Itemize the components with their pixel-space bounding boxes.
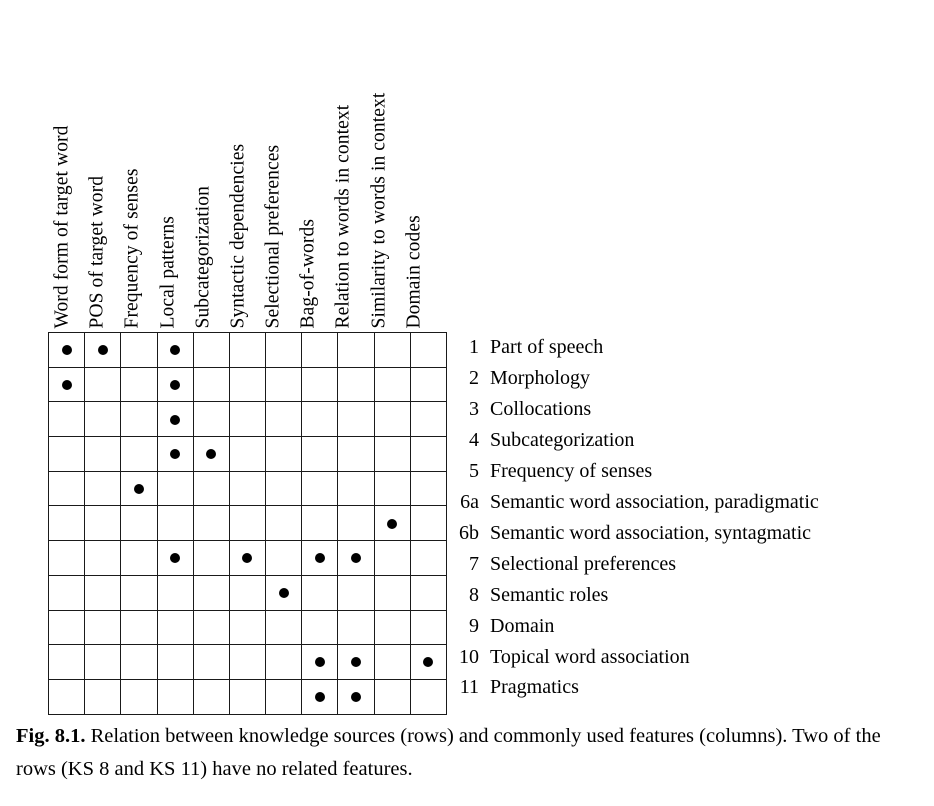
matrix-cell-empty <box>121 645 157 680</box>
matrix-cell-marked <box>157 402 193 437</box>
matrix-cell-empty <box>338 367 374 402</box>
matrix-cell-empty <box>302 471 338 506</box>
column-header-label: Relation to words in context <box>332 104 354 328</box>
column-header-4 <box>154 8 189 328</box>
row-label-2 <box>443 363 923 394</box>
matrix-cell-marked <box>338 679 374 714</box>
matrix-cell-empty <box>266 402 302 437</box>
matrix-cell-empty <box>410 506 446 541</box>
matrix-row <box>49 471 447 506</box>
matrix-cell-empty <box>193 575 229 610</box>
matrix-cell-empty <box>157 575 193 610</box>
relation-dot-icon <box>170 380 180 390</box>
column-header-label: Frequency of senses <box>121 167 143 328</box>
column-header-label: Selectional preferences <box>262 144 284 328</box>
matrix-cell-empty <box>85 471 121 506</box>
matrix-cell-empty <box>121 541 157 576</box>
matrix-cell-empty <box>374 610 410 645</box>
matrix-cell-empty <box>85 575 121 610</box>
column-header-11 <box>400 8 435 328</box>
matrix-cell-empty <box>229 575 265 610</box>
matrix-cell-marked <box>302 541 338 576</box>
matrix-cell-empty <box>302 402 338 437</box>
matrix-cell-empty <box>338 610 374 645</box>
matrix-cell-empty <box>338 506 374 541</box>
matrix-cell-empty <box>229 506 265 541</box>
relation-dot-icon <box>170 449 180 459</box>
matrix-cell-empty <box>157 610 193 645</box>
matrix-cell-empty <box>266 645 302 680</box>
matrix-cell-empty <box>49 506 85 541</box>
row-number: 8 <box>469 583 479 606</box>
matrix-cell-marked <box>338 645 374 680</box>
row-number: 5 <box>469 460 479 483</box>
matrix-cell-marked <box>157 437 193 472</box>
matrix-cell-empty <box>49 645 85 680</box>
matrix-cell-empty <box>302 437 338 472</box>
column-header-6 <box>224 8 259 328</box>
matrix-cell-empty <box>49 679 85 714</box>
matrix-cell-marked <box>85 333 121 368</box>
matrix-cell-empty <box>229 610 265 645</box>
row-name: Semantic word association, paradigmatic <box>490 490 819 513</box>
matrix-cell-empty <box>302 333 338 368</box>
matrix-row <box>49 506 447 541</box>
row-number: 7 <box>469 552 479 575</box>
column-header-label: Subcategorization <box>192 185 214 328</box>
matrix-cell-empty <box>410 575 446 610</box>
column-header-9 <box>329 8 364 328</box>
matrix-cell-marked <box>229 541 265 576</box>
row-label-7 <box>443 548 923 579</box>
relation-dot-icon <box>351 692 361 702</box>
caption-text: Relation between knowledge sources (rows) and commonly used features (columns). Two of the rows (KS 8 and KS 11) have no related features. <box>16 725 881 781</box>
matrix-cell-marked <box>338 541 374 576</box>
row-name: Domain <box>490 614 555 637</box>
matrix-cell-empty <box>338 575 374 610</box>
matrix-cell-empty <box>302 506 338 541</box>
matrix-cell-empty <box>266 679 302 714</box>
matrix-cell-marked <box>302 679 338 714</box>
matrix-cell-marked <box>157 541 193 576</box>
row-label-10 <box>443 641 923 672</box>
matrix-cell-empty <box>266 367 302 402</box>
column-header-label: Syntactic dependencies <box>227 143 249 328</box>
matrix-row <box>49 437 447 472</box>
row-name: Semantic word association, syntagmatic <box>490 521 812 544</box>
column-header-8 <box>294 8 329 328</box>
row-number: 2 <box>469 367 479 390</box>
matrix-cell-empty <box>410 679 446 714</box>
matrix-cell-empty <box>157 645 193 680</box>
matrix-row <box>49 679 447 714</box>
matrix-cell-empty <box>193 367 229 402</box>
matrix-row <box>49 645 447 680</box>
column-header-label: Domain codes <box>403 214 425 328</box>
matrix-cell-empty <box>85 679 121 714</box>
matrix-row <box>49 402 447 437</box>
relation-dot-icon <box>315 692 325 702</box>
relation-dot-icon <box>170 415 180 425</box>
matrix-cell-empty <box>157 471 193 506</box>
matrix-cell-empty <box>49 575 85 610</box>
relation-dot-icon <box>62 345 72 355</box>
matrix-cell-empty <box>338 333 374 368</box>
matrix-cell-empty <box>193 541 229 576</box>
matrix-cell-empty <box>85 367 121 402</box>
matrix-cell-empty <box>229 679 265 714</box>
matrix-cell-empty <box>229 402 265 437</box>
relation-dot-icon <box>98 345 108 355</box>
matrix-cell-empty <box>410 402 446 437</box>
relation-dot-icon <box>315 553 325 563</box>
matrix-cell-empty <box>266 437 302 472</box>
matrix-cell-empty <box>229 437 265 472</box>
row-name: Subcategorization <box>490 429 635 452</box>
matrix-cell-empty <box>374 575 410 610</box>
matrix-cell-empty <box>374 471 410 506</box>
matrix-cell-empty <box>302 575 338 610</box>
relation-dot-icon <box>351 553 361 563</box>
row-name: Part of speech <box>490 336 604 359</box>
column-header-1 <box>48 8 83 328</box>
matrix-cell-empty <box>410 333 446 368</box>
row-label-group <box>443 332 923 703</box>
matrix-cell-empty <box>302 367 338 402</box>
relation-dot-icon <box>279 588 289 598</box>
matrix-cell-empty <box>374 645 410 680</box>
matrix-cell-marked <box>266 575 302 610</box>
column-header-3 <box>118 8 153 328</box>
column-header-label: Similarity to words in context <box>368 92 390 328</box>
row-label-6a <box>443 487 923 518</box>
matrix-cell-empty <box>410 471 446 506</box>
matrix-cell-empty <box>121 437 157 472</box>
matrix-cell-empty <box>193 645 229 680</box>
row-name: Collocations <box>490 398 592 421</box>
column-header-5 <box>189 8 224 328</box>
figure-caption <box>16 720 921 786</box>
matrix-cell-empty <box>266 541 302 576</box>
matrix-cell-empty <box>410 437 446 472</box>
column-header-label: Bag-of-words <box>297 218 319 328</box>
matrix-row <box>49 333 447 368</box>
relation-dot-icon <box>423 657 433 667</box>
matrix-cell-empty <box>49 402 85 437</box>
matrix-cell-empty <box>157 506 193 541</box>
row-label-1 <box>443 332 923 363</box>
matrix-cell-empty <box>121 575 157 610</box>
row-name: Morphology <box>490 367 590 390</box>
matrix-cell-empty <box>49 471 85 506</box>
matrix-cell-marked <box>410 645 446 680</box>
column-header-2 <box>83 8 118 328</box>
row-name: Semantic roles <box>490 583 609 606</box>
column-header-label: POS of target word <box>86 175 108 328</box>
matrix-cell-empty <box>229 645 265 680</box>
matrix-cell-marked <box>121 471 157 506</box>
matrix-cell-empty <box>374 541 410 576</box>
relation-dot-icon <box>62 380 72 390</box>
matrix-cell-empty <box>266 610 302 645</box>
row-name: Topical word association <box>490 645 690 668</box>
relation-dot-icon <box>387 519 397 529</box>
row-label-5 <box>443 456 923 487</box>
matrix-cell-empty <box>121 402 157 437</box>
matrix-cell-empty <box>85 402 121 437</box>
row-number: 10 <box>459 645 479 668</box>
matrix-row <box>49 575 447 610</box>
row-number: 1 <box>469 336 479 359</box>
matrix-cell-marked <box>374 506 410 541</box>
row-label-3 <box>443 394 923 425</box>
relation-dot-icon <box>315 657 325 667</box>
matrix-cell-empty <box>374 437 410 472</box>
row-number: 6a <box>460 490 479 513</box>
matrix-cell-empty <box>193 471 229 506</box>
matrix-row <box>49 367 447 402</box>
matrix-cell-marked <box>157 333 193 368</box>
caption-label: Fig. 8.1. <box>16 725 86 747</box>
matrix-cell-empty <box>85 506 121 541</box>
row-label-6b <box>443 517 923 548</box>
matrix-cell-empty <box>229 333 265 368</box>
matrix-cell-marked <box>49 333 85 368</box>
relation-dot-icon <box>242 553 252 563</box>
matrix-body <box>49 333 447 715</box>
column-header-label: Local patterns <box>157 215 179 328</box>
matrix-row <box>49 541 447 576</box>
relation-dot-icon <box>134 484 144 494</box>
matrix-cell-empty <box>49 437 85 472</box>
matrix-cell-empty <box>121 679 157 714</box>
matrix-cell-empty <box>85 645 121 680</box>
matrix-cell-marked <box>49 367 85 402</box>
matrix-cell-empty <box>193 679 229 714</box>
matrix-cell-empty <box>49 610 85 645</box>
matrix-cell-empty <box>266 333 302 368</box>
matrix-cell-empty <box>121 333 157 368</box>
row-number: 9 <box>469 614 479 637</box>
relation-dot-icon <box>170 345 180 355</box>
matrix-row <box>49 610 447 645</box>
row-name: Pragmatics <box>490 676 579 699</box>
matrix-cell-empty <box>49 541 85 576</box>
matrix-cell-marked <box>193 437 229 472</box>
matrix-cell-empty <box>338 402 374 437</box>
matrix-cell-empty <box>229 367 265 402</box>
column-header-group <box>48 0 435 332</box>
matrix-cell-empty <box>229 471 265 506</box>
column-header-7 <box>259 8 294 328</box>
relation-dot-icon <box>351 657 361 667</box>
matrix-cell-empty <box>302 610 338 645</box>
row-number: 3 <box>469 398 479 421</box>
matrix-cell-empty <box>338 437 374 472</box>
relation-dot-icon <box>206 449 216 459</box>
row-name: Selectional preferences <box>490 552 677 575</box>
matrix-cell-empty <box>266 506 302 541</box>
row-number: 4 <box>469 429 479 452</box>
matrix-cell-empty <box>374 333 410 368</box>
row-number: 11 <box>459 676 479 699</box>
matrix-cell-empty <box>374 402 410 437</box>
row-name: Frequency of senses <box>490 460 653 483</box>
matrix-cell-marked <box>157 367 193 402</box>
matrix-cell-empty <box>85 437 121 472</box>
row-label-8 <box>443 579 923 610</box>
row-number: 6b <box>459 521 479 544</box>
matrix-cell-empty <box>193 333 229 368</box>
column-header-10 <box>365 8 400 328</box>
row-label-9 <box>443 610 923 641</box>
matrix-cell-empty <box>85 541 121 576</box>
matrix-cell-empty <box>410 610 446 645</box>
matrix-cell-empty <box>374 679 410 714</box>
relation-dot-icon <box>170 553 180 563</box>
column-header-label: Word form of target word <box>51 125 73 328</box>
matrix-cell-empty <box>121 610 157 645</box>
matrix-cell-empty <box>193 402 229 437</box>
matrix-cell-empty <box>193 506 229 541</box>
matrix-cell-marked <box>302 645 338 680</box>
matrix-cell-empty <box>374 367 410 402</box>
matrix-cell-empty <box>410 541 446 576</box>
matrix-cell-empty <box>266 471 302 506</box>
matrix-cell-empty <box>338 471 374 506</box>
relation-matrix-grid <box>48 332 447 715</box>
matrix-cell-empty <box>121 367 157 402</box>
row-label-11 <box>443 672 923 703</box>
matrix-cell-empty <box>157 679 193 714</box>
row-label-4 <box>443 425 923 456</box>
matrix-cell-empty <box>121 506 157 541</box>
matrix-cell-empty <box>85 610 121 645</box>
matrix-cell-empty <box>193 610 229 645</box>
matrix-cell-empty <box>410 367 446 402</box>
